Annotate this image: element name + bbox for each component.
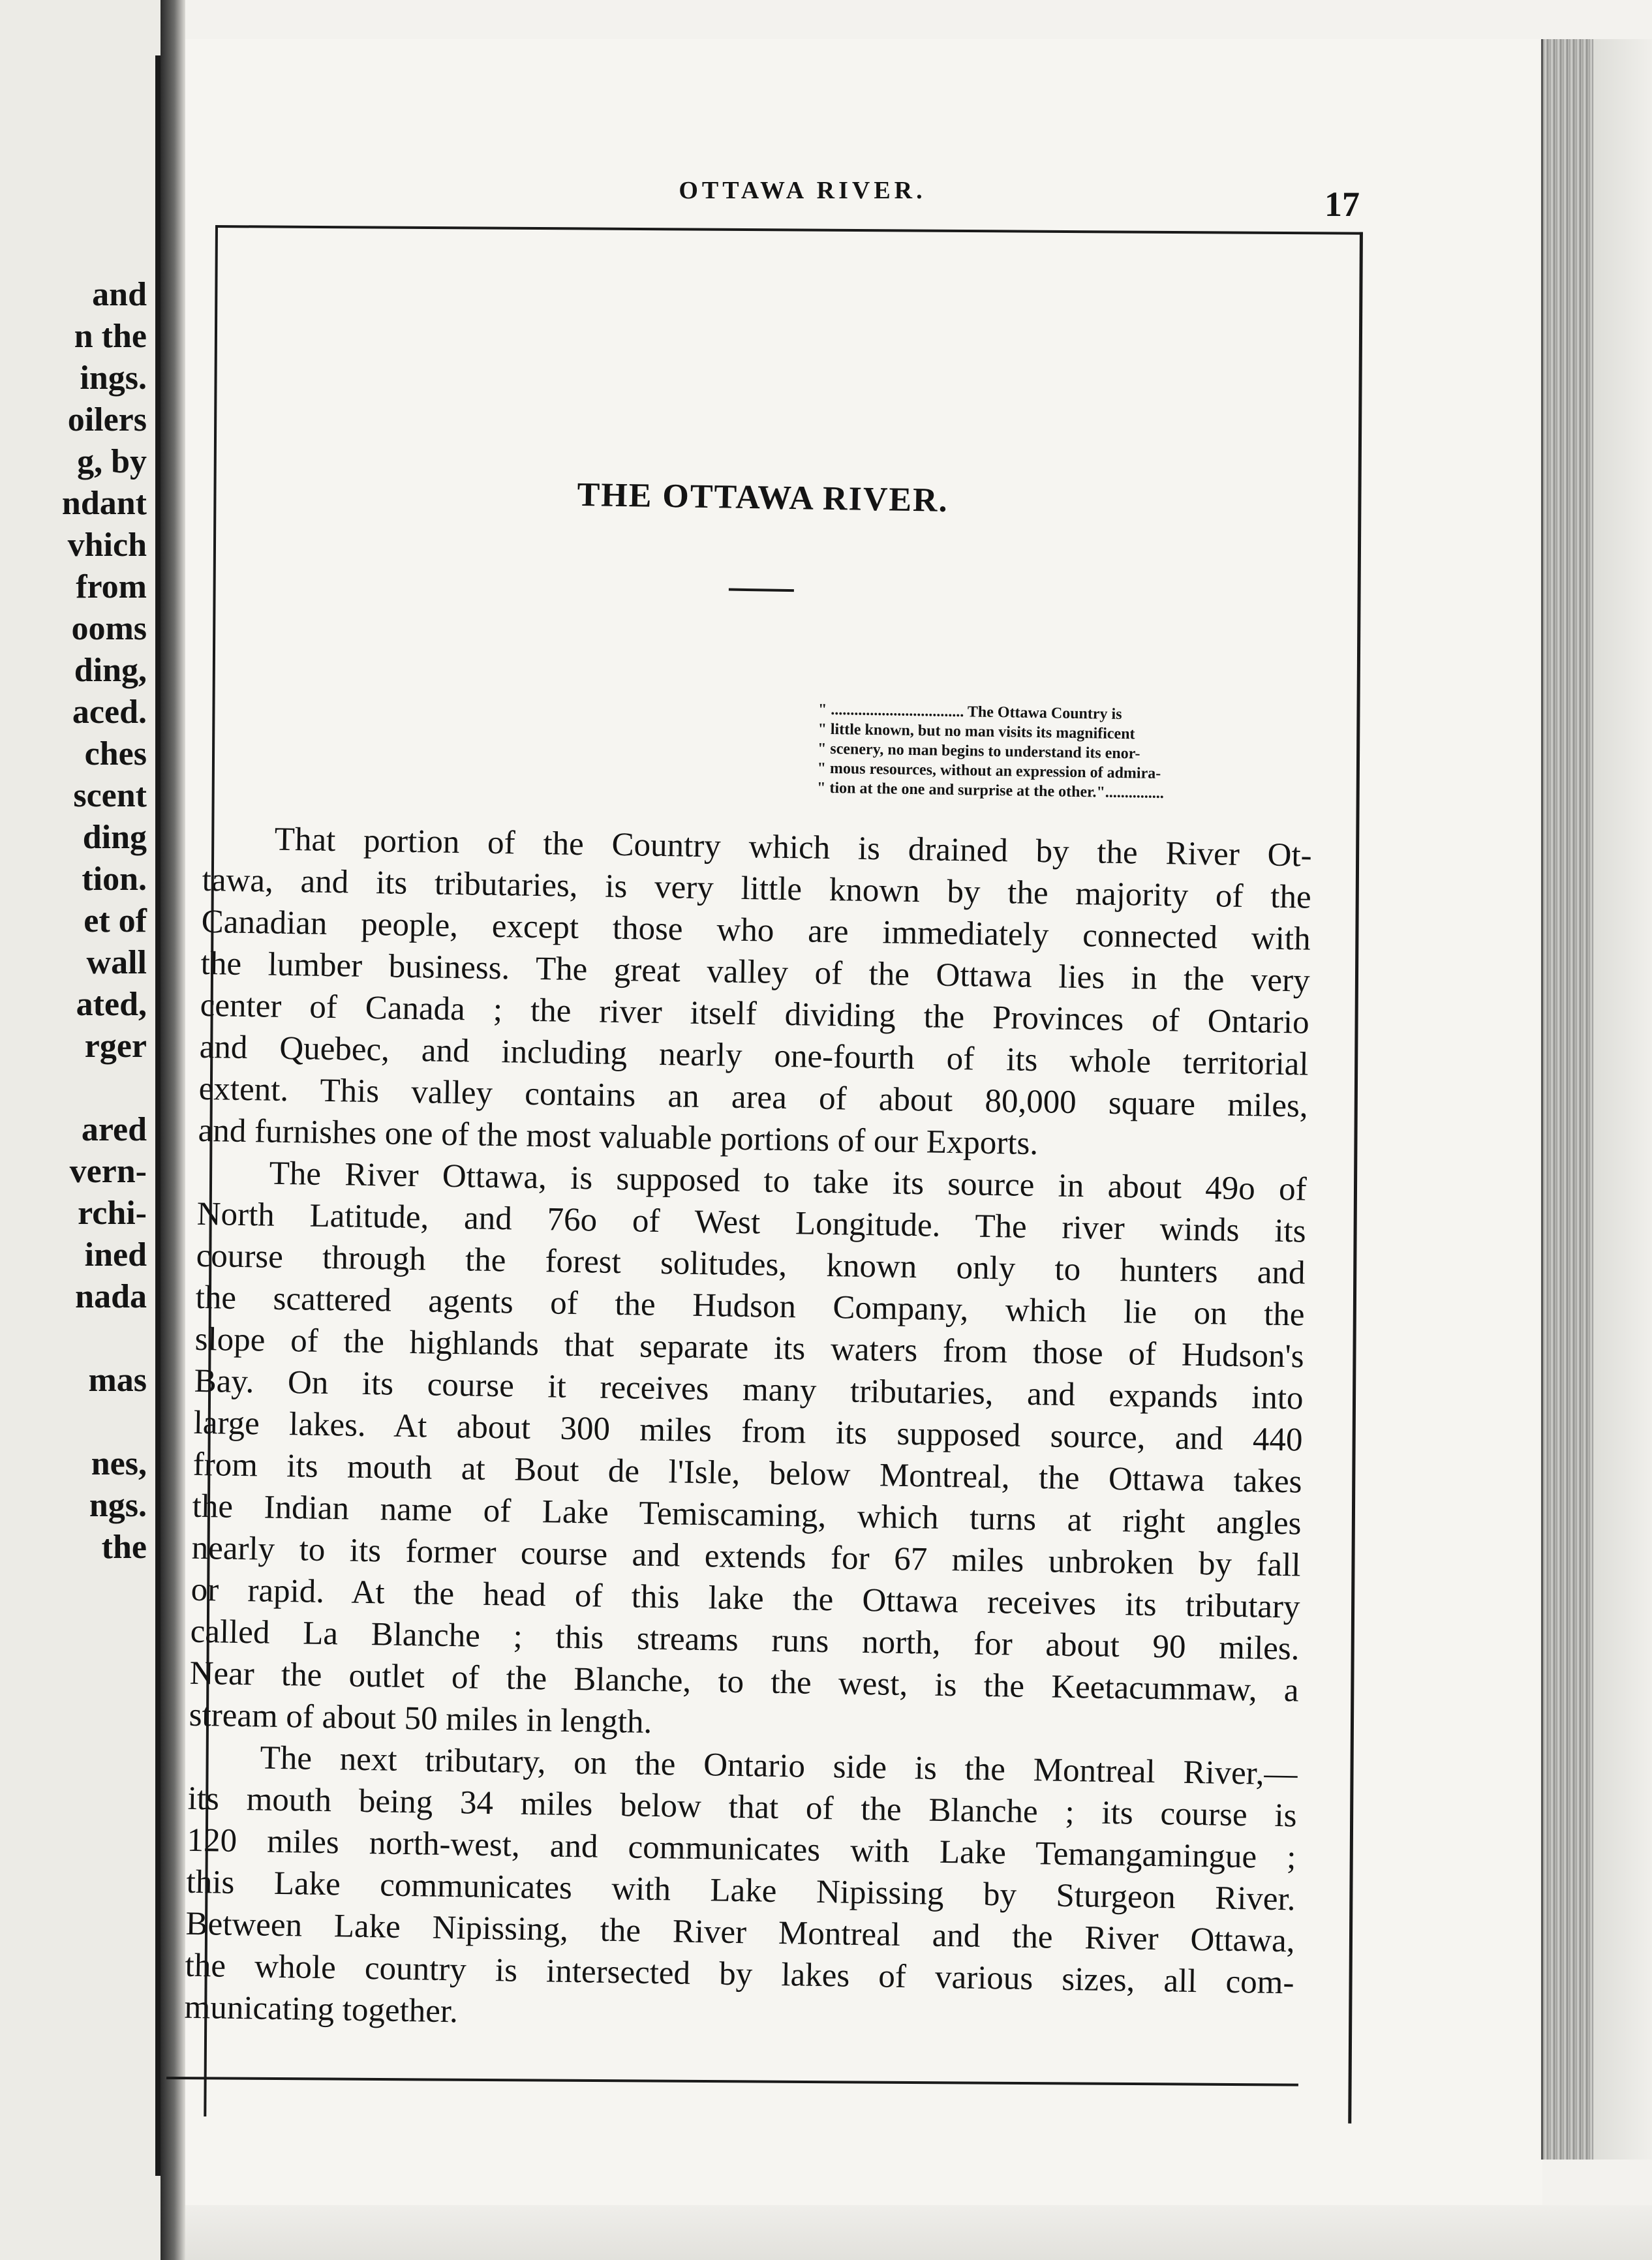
left-page-rule [155, 55, 161, 2176]
left-line [0, 1067, 147, 1109]
text-line: called La Blanche ; this streams runs north, for about 90 miles. [190, 1613, 1300, 1668]
epigraph-line: " mous resources, without an expression of admira- [817, 759, 1161, 782]
left-line: mas [88, 1362, 147, 1399]
text-line: Near the outlet of the Blanche, to the west, is the Keetacummaw, a [189, 1655, 1299, 1709]
left-line [0, 1401, 147, 1443]
page-edges [1541, 39, 1595, 2160]
article [184, 457, 1318, 2045]
text-line: its mouth being 34 miles below that of the Blanche ; its course is [187, 1780, 1297, 1835]
text-line: the lumber business. The great valley of the Ottawa lies in the very [200, 945, 1311, 1000]
paragraph-3 [184, 1736, 1298, 2046]
edge-shadow [1593, 39, 1652, 2160]
text-line: this Lake communicates with Lake Nipissing by Sturgeon River. [186, 1863, 1296, 1918]
left-line: et of [84, 902, 147, 939]
epigraph-line: " scenery, no man begins to understand its enor- [817, 740, 1140, 763]
epigraph-line: " tion at the one and surprise at the other."............... [816, 779, 1165, 802]
left-line: ngs. [89, 1487, 147, 1524]
bottom-shade [185, 2205, 1652, 2260]
left-line: n the [74, 318, 147, 355]
text-line: the scattered agents of the Hudson Company, which lie on the [195, 1279, 1305, 1334]
left-line: rchi- [78, 1195, 147, 1232]
left-page-text [0, 274, 147, 1568]
text-line: and furnishes one of the most valuable portions of our Exports. [198, 1112, 1039, 1163]
body-text [184, 817, 1312, 2045]
left-line: tion. [82, 861, 147, 898]
text-line: or rapid. At the head of this lake the Ottawa receives its tributary [191, 1571, 1300, 1626]
text-line: Bay. On its course it receives many tributaries, and expands into [194, 1362, 1304, 1417]
left-line: scent [73, 777, 147, 814]
left-line: ches [84, 735, 147, 772]
left-line: ndant [61, 485, 147, 522]
text-line: from its mouth at Bout de l'Isle, below Montreal, the Ottawa takes [192, 1446, 1302, 1501]
text-line: large lakes. At about 300 miles from its supposed source, and 440 [193, 1404, 1303, 1459]
left-facing-page [0, 0, 166, 2260]
left-line [0, 1318, 147, 1360]
text-line: Canadian people, except those who are immediately connected with [201, 903, 1311, 958]
article-title: THE OTTAWA RIVER. [577, 476, 949, 519]
left-line: ared [81, 1111, 147, 1148]
text-line: That portion of the Country which is drained by the River Ot- [274, 821, 1313, 874]
left-line: nes, [91, 1445, 147, 1482]
text-line: municating together. [184, 1989, 459, 2030]
text-line: nearly to its former course and extends for 67 miles unbroken by fall [191, 1529, 1301, 1584]
left-line: ated, [76, 986, 147, 1023]
text-line: Between Lake Nipissing, the River Montreal and the River Ottawa, [185, 1905, 1295, 1960]
paragraph-2 [189, 1152, 1307, 1754]
left-line: ding [82, 819, 147, 856]
epigraph-line: " .................................. The Ottawa Country is [818, 701, 1122, 724]
text-line: stream of about 50 miles in length. [189, 1696, 652, 1741]
text-line: 120 miles north-west, and communicates with Lake Temangamingue ; [187, 1822, 1296, 1876]
left-line: ings. [80, 359, 147, 397]
epigraph [817, 700, 1314, 806]
text-line: North Latitude, and 76o of West Longitude. The river winds its [196, 1195, 1306, 1250]
text-line: slope of the highlands that separate its waters from those of Hudson's [194, 1321, 1304, 1375]
paragraph-1 [198, 817, 1312, 1169]
left-line: and [92, 276, 147, 313]
epigraph-line: " little known, but no man visits its magnificent [818, 720, 1135, 743]
page-number: 17 [1324, 185, 1360, 224]
title-rule [729, 588, 794, 592]
text-line: The next tributary, on the Ontario side is the Montreal River,— [260, 1739, 1298, 1793]
book-gutter [161, 0, 185, 2260]
left-line: rger [84, 1028, 147, 1065]
text-line: course through the forest solitudes, known only to hunters and [196, 1237, 1306, 1292]
left-line: aced. [72, 694, 147, 731]
left-line: g, by [77, 443, 147, 480]
text-line: tawa, and its tributaries, is very little known by the majority of the [202, 861, 1312, 916]
text-line: extent. This valley contains an area of about 80,000 square miles, [198, 1070, 1309, 1125]
left-line: oilers [67, 401, 147, 438]
left-line: ding, [74, 652, 147, 689]
left-line: wall [86, 944, 147, 981]
left-line: from [76, 568, 147, 605]
running-head: OTTAWA RIVER. [679, 177, 926, 204]
left-line: vern- [69, 1153, 147, 1190]
left-line: vhich [67, 527, 147, 564]
text-line: and Quebec, and including nearly one-fourth of its whole territorial [199, 1028, 1309, 1083]
left-line: ooms [71, 610, 147, 647]
left-line: the [101, 1529, 147, 1566]
text-line: center of Canada ; the river itself dividing the Provinces of Ontario [200, 986, 1310, 1041]
text-line: the whole country is intersected by lakes of various sizes, all com- [185, 1947, 1294, 2002]
text-line: The River Ottawa, is supposed to take its source in about 49o of [269, 1155, 1307, 1208]
left-line: ined [84, 1236, 147, 1274]
left-line: nada [75, 1278, 147, 1315]
text-line: the Indian name of Lake Temiscaming, which turns at right angles [192, 1488, 1302, 1542]
